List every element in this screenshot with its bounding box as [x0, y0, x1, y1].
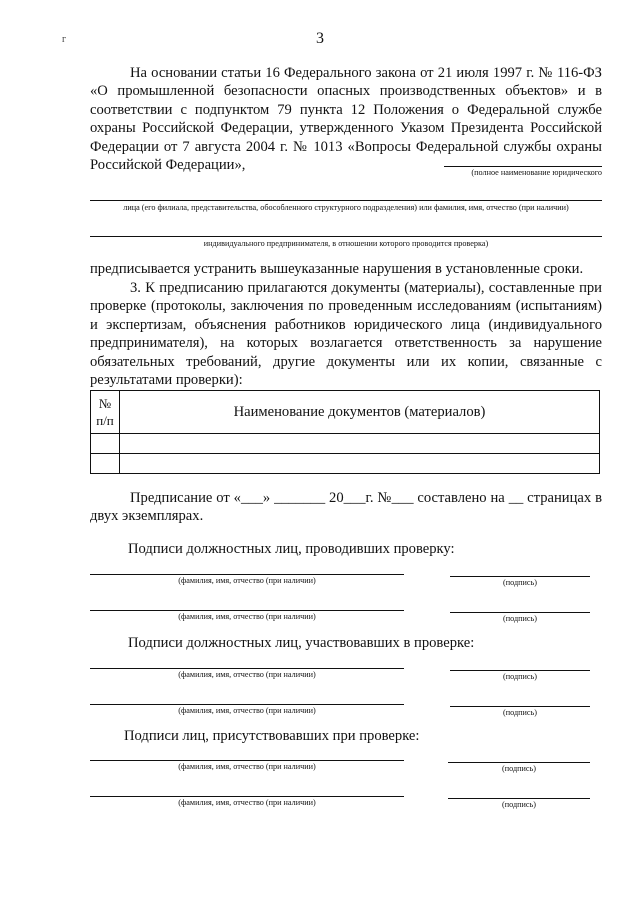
column-number-line2: п/п	[96, 413, 114, 428]
legal-name-caption-3: индивидуального предпринимателя, в отношении которого проводится проверка)	[203, 239, 489, 248]
page-number: 3	[316, 30, 324, 47]
section-3-paragraph	[90, 279, 602, 389]
table-cell	[91, 454, 120, 474]
signature-sign-caption: (подпись)	[503, 614, 537, 623]
legal-name-fill-line-1	[444, 166, 602, 167]
legal-name-caption-2: лица (его филиала, представительства, обособленного структурного подразделения) или фамилия, имя, отчество (при наличии)	[123, 203, 569, 212]
signature-group-1-title: Подписи должностных лиц, проводивших проверку:	[128, 541, 455, 557]
signature-name-caption: (фамилия, имя, отчество (при наличии)	[178, 762, 316, 771]
signature-group-2-title: Подписи должностных лиц, участвовавших в проверке:	[128, 635, 475, 651]
signature-sign-caption: (подпись)	[502, 800, 536, 809]
signature-sign-line	[450, 612, 590, 613]
corner-mark: г	[62, 34, 67, 45]
signature-name-line	[90, 668, 404, 669]
signature-name-line	[90, 574, 404, 575]
legal-name-fill-line-2	[90, 200, 602, 201]
prescription-text: Предписание от «___» _______ 20___г. №___ составлено на __ страницах в двух экземплярах.	[90, 490, 602, 525]
signature-name-line	[90, 760, 404, 761]
signature-group-3-title: Подписи лиц, присутствовавших при проверке:	[124, 728, 420, 744]
order-text: предписывается устранить вышеуказанные нарушения в установленные сроки.	[90, 261, 584, 277]
signature-name-caption: (фамилия, имя, отчество (при наличии)	[178, 706, 316, 715]
column-number-line1: №	[98, 396, 112, 411]
table-cell	[91, 434, 120, 454]
signature-name-caption: (фамилия, имя, отчество (при наличии)	[178, 670, 316, 679]
section-3-text: 3. К предписанию прилагаются документы (материалы), составленные при проверке (протоколы, заключения по проведенным исследованиям (испытаниям) и экспертизам, объяснения работников юридического лица (индивидуального предпринимателя), на которых возлагается ответственность за нарушение обязательных требований, другие документы или их копии, связанные с результатами проверки):	[90, 280, 602, 389]
table-row	[91, 434, 600, 454]
signature-sign-line	[448, 762, 590, 763]
signature-sign-line	[448, 798, 590, 799]
table-cell	[120, 454, 600, 474]
signature-sign-line	[450, 576, 590, 577]
signature-name-caption: (фамилия, имя, отчество (при наличии)	[178, 798, 316, 807]
signature-name-caption: (фамилия, имя, отчество (при наличии)	[178, 576, 316, 585]
signature-sign-caption: (подпись)	[503, 578, 537, 587]
signature-sign-caption: (подпись)	[502, 764, 536, 773]
signature-sign-caption: (подпись)	[503, 672, 537, 681]
signature-sign-line	[450, 670, 590, 671]
table-cell	[120, 434, 600, 454]
legal-name-fill-line-3	[90, 236, 602, 237]
signature-name-caption: (фамилия, имя, отчество (при наличии)	[178, 612, 316, 621]
signature-name-line	[90, 796, 404, 797]
signature-name-line	[90, 610, 404, 611]
intro-text: На основании статьи 16 Федерального закона от 21 июля 1997 г. № 116-ФЗ «О промышленной безопасности опасных производственных объектов» и в соответствии с подпунктом 79 пункта 12 Положения о Федеральной службе охраны Российской Федерации, утвержденного Указом Президента Российской Федерации от 7 августа 2004 г. № 1013 «Вопросы Федеральной службы охраны Российской Федерации»,	[90, 65, 602, 174]
column-number-header	[91, 391, 120, 434]
prescription-line	[90, 489, 602, 526]
table-row	[91, 454, 600, 474]
legal-name-caption-1: (полное наименование юридического	[471, 168, 602, 177]
signature-sign-caption: (подпись)	[503, 708, 537, 717]
signature-name-line	[90, 704, 404, 705]
table-header-row	[91, 391, 600, 434]
column-name-header: Наименование документов (материалов)	[120, 391, 600, 434]
signature-sign-line	[450, 706, 590, 707]
documents-table	[90, 390, 600, 474]
intro-paragraph	[90, 64, 602, 174]
